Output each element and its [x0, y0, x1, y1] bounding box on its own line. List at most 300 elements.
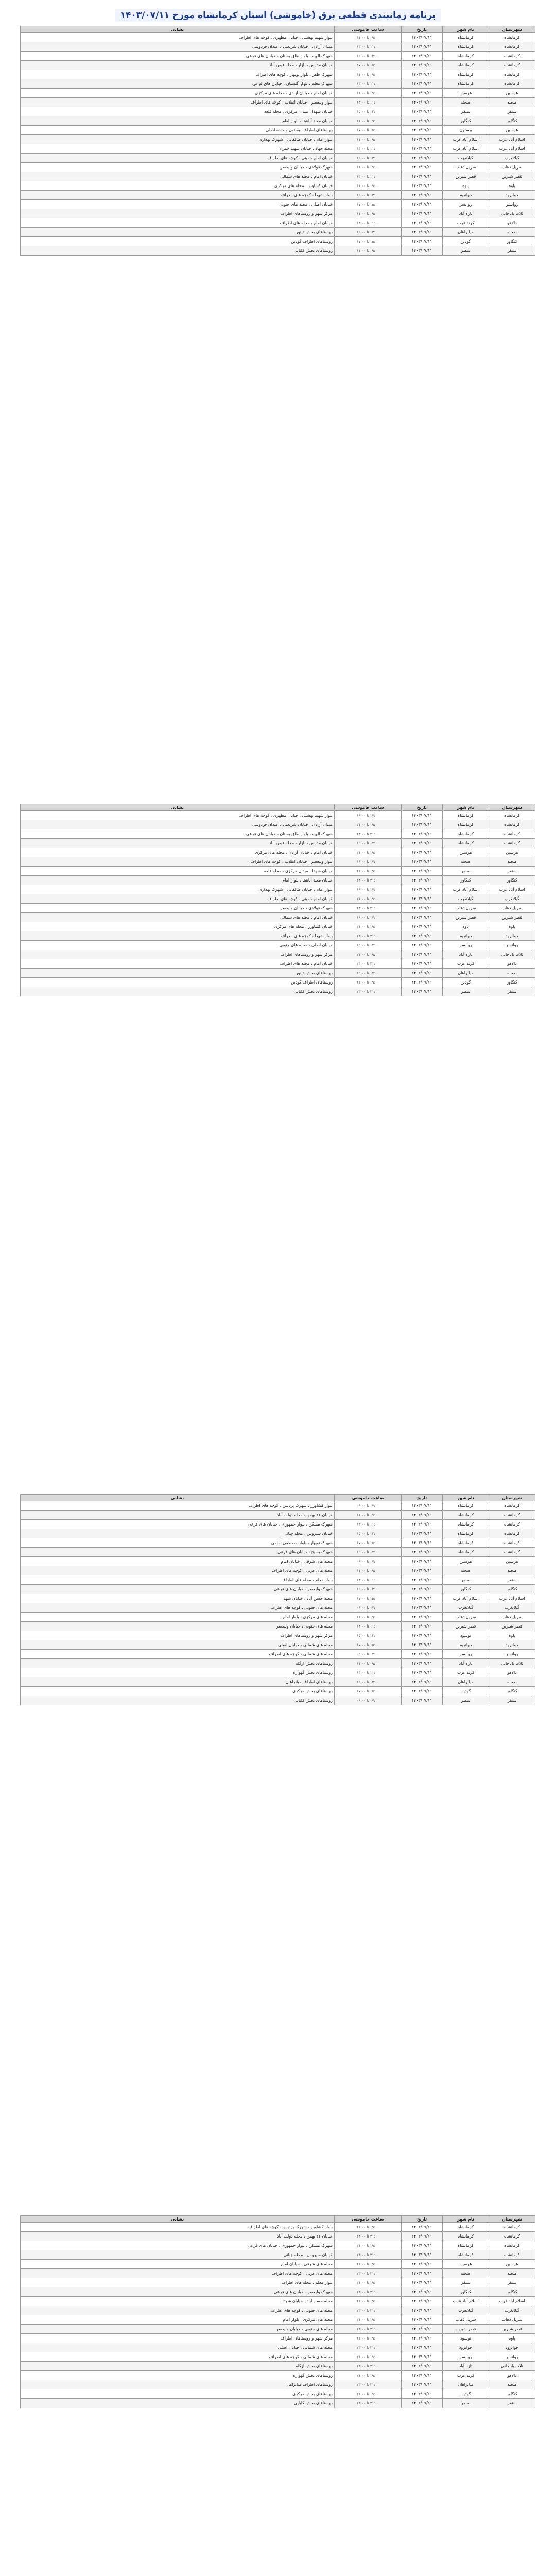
- cell-city: روانسر: [443, 941, 489, 950]
- table-header-row: [21, 1495, 535, 1501]
- cell-address: خیابان معبد آناهیتا ، بلوار امام: [21, 116, 335, 126]
- cell-city: کرمانشاه: [443, 1511, 489, 1520]
- cell-time: ۰۹:۰۰ تا ۱۱:۰۰: [335, 33, 402, 42]
- cell-county: کرمانشاه: [489, 811, 535, 820]
- table-row: [21, 1585, 535, 1594]
- table-row: [21, 1613, 535, 1622]
- table-row: [21, 33, 535, 42]
- cell-address: محله های شمالی ، خیابان اصلی: [21, 2343, 335, 2352]
- table-row: [21, 2241, 535, 2250]
- table-row: [21, 126, 535, 135]
- cell-county: ثلاث باباجانی: [489, 2362, 535, 2371]
- cell-county: کرمانشاه: [489, 2232, 535, 2241]
- cell-city: پاوه: [443, 181, 489, 191]
- table-row: [21, 1538, 535, 1548]
- table-row: [21, 941, 535, 950]
- table-row: [21, 2343, 535, 2352]
- table-row: [21, 61, 535, 70]
- column-header-date: تاریخ: [402, 804, 443, 811]
- cell-time: ۲۱:۰۰ تا ۲۳:۰۰: [335, 2380, 402, 2389]
- cell-time: ۰۹:۰۰ تا ۱۱:۰۰: [335, 89, 402, 98]
- cell-city: سنقر: [443, 107, 489, 116]
- cell-date: ۱۴۰۳/۰۷/۱۱: [402, 922, 443, 931]
- cell-date: ۱۴۰۳/۰۷/۱۱: [402, 191, 443, 200]
- cell-date: ۱۴۰۳/۰۷/۱۱: [402, 950, 443, 959]
- cell-address: محله های جنوبی ، کوچه های اطراف: [21, 1603, 335, 1613]
- cell-time: ۰۷:۰۰ تا ۰۹:۰۰: [335, 1650, 402, 1659]
- cell-time: ۰۷:۰۰ تا ۰۹:۰۰: [335, 1501, 402, 1511]
- cell-date: ۱۴۰۳/۰۷/۱۱: [402, 1613, 443, 1622]
- cell-date: ۱۴۰۳/۰۷/۱۱: [402, 969, 443, 978]
- table-row: [21, 116, 535, 126]
- table-row: [21, 200, 535, 209]
- cell-date: ۱۴۰۳/۰۷/۱۱: [402, 829, 443, 839]
- cell-time: ۱۱:۰۰ تا ۱۳:۰۰: [335, 1668, 402, 1677]
- cell-time: ۱۷:۰۰ تا ۱۹:۰۰: [335, 885, 402, 894]
- cell-time: ۱۱:۰۰ تا ۱۳:۰۰: [335, 144, 402, 154]
- cell-date: ۱۴۰۳/۰۷/۱۱: [402, 1594, 443, 1603]
- cell-county: دالاهو: [489, 218, 535, 228]
- table-row: [21, 1566, 535, 1575]
- table-row: [21, 839, 535, 848]
- cell-address: محله های مرکزی ، بلوار امام: [21, 2315, 335, 2325]
- cell-address: خیابان امام ، محله های اطراف: [21, 959, 335, 969]
- schedule-sheet-1: [21, 26, 535, 256]
- cell-address: شهرک ظفر ، بلوار نوبهار ، کوچه های اطراف: [21, 70, 335, 79]
- table-row: [21, 1594, 535, 1603]
- cell-county: سرپل ذهاب: [489, 904, 535, 913]
- cell-county: دالاهو: [489, 959, 535, 969]
- cell-date: ۱۴۰۳/۰۷/۱۱: [402, 70, 443, 79]
- cell-time: ۰۹:۰۰ تا ۱۱:۰۰: [335, 1613, 402, 1622]
- cell-city: جوانرود: [443, 1640, 489, 1650]
- column-header-address: نشانی: [21, 26, 335, 33]
- cell-time: ۱۳:۰۰ تا ۱۵:۰۰: [335, 154, 402, 163]
- cell-address: خیابان امام ، محله های شمالی: [21, 172, 335, 181]
- cell-time: ۱۹:۰۰ تا ۲۱:۰۰: [335, 2334, 402, 2343]
- cell-time: ۱۷:۰۰ تا ۱۹:۰۰: [335, 941, 402, 950]
- cell-address: محله های جنوبی ، خیابان ولیعصر: [21, 2325, 335, 2334]
- cell-address: بلوار معلم ، محله های اطراف: [21, 2278, 335, 2287]
- cell-city: سنقر: [443, 2278, 489, 2287]
- table-row: [21, 2278, 535, 2287]
- cell-date: ۱۴۰۳/۰۷/۱۱: [402, 228, 443, 237]
- cell-county: سنقر: [489, 1696, 535, 1705]
- cell-city: قصر شیرین: [443, 172, 489, 181]
- column-header-time: ساعت خاموشی: [335, 1495, 402, 1501]
- cell-city: کنگاور: [443, 2287, 489, 2297]
- cell-county: گیلانغرب: [489, 2306, 535, 2315]
- cell-date: ۱۴۰۳/۰۷/۱۱: [402, 1631, 443, 1640]
- cell-county: قصر شیرین: [489, 913, 535, 922]
- table-row: [21, 2232, 535, 2241]
- table-row: [21, 246, 535, 256]
- cell-address: بلوار امام ، خیابان طالقانی ، شهرک بهداری: [21, 135, 335, 144]
- cell-city: نوسود: [443, 2334, 489, 2343]
- table-row: [21, 218, 535, 228]
- table-row: [21, 2223, 535, 2232]
- cell-county: کنگاور: [489, 1585, 535, 1594]
- cell-time: ۰۹:۰۰ تا ۱۱:۰۰: [335, 209, 402, 218]
- table-row: [21, 1520, 535, 1529]
- cell-county: ثلاث باباجانی: [489, 950, 535, 959]
- cell-time: ۱۹:۰۰ تا ۲۱:۰۰: [335, 2389, 402, 2399]
- cell-time: ۲۱:۰۰ تا ۲۳:۰۰: [335, 987, 402, 996]
- cell-address: روستاهای بخش کلیایی: [21, 2399, 335, 2408]
- cell-date: ۱۴۰۳/۰۷/۱۱: [402, 2371, 443, 2380]
- cell-county: صحنه: [489, 1566, 535, 1575]
- table-row: [21, 1687, 535, 1696]
- cell-city: هرسین: [443, 89, 489, 98]
- table-row: [21, 89, 535, 98]
- table-row: [21, 181, 535, 191]
- cell-city: کرند غرب: [443, 2371, 489, 2380]
- cell-address: شهرک الهیه ، بلوار طاق بستان ، خیابان های فرعی: [21, 829, 335, 839]
- cell-county: صحنه: [489, 2269, 535, 2278]
- cell-address: روستاهای بخش دینور: [21, 228, 335, 237]
- cell-county: سرپل ذهاب: [489, 2315, 535, 2325]
- cell-time: ۱۵:۰۰ تا ۱۷:۰۰: [335, 200, 402, 209]
- cell-date: ۱۴۰۳/۰۷/۱۱: [402, 61, 443, 70]
- cell-city: گیلانغرب: [443, 154, 489, 163]
- table-row: [21, 172, 535, 181]
- cell-time: ۱۳:۰۰ تا ۱۵:۰۰: [335, 107, 402, 116]
- cell-address: خیابان سیروس ، محله چنانی: [21, 1529, 335, 1538]
- column-header-county: شهرستان: [489, 1495, 535, 1501]
- cell-county: اسلام آباد غرب: [489, 144, 535, 154]
- cell-city: سرپل ذهاب: [443, 2315, 489, 2325]
- cell-time: ۱۹:۰۰ تا ۲۱:۰۰: [335, 2223, 402, 2232]
- table-row: [21, 885, 535, 894]
- schedule-table: [20, 2215, 535, 2408]
- cell-city: گیلانغرب: [443, 2306, 489, 2315]
- cell-time: ۱۱:۰۰ تا ۱۳:۰۰: [335, 1520, 402, 1529]
- cell-date: ۱۴۰۳/۰۷/۱۱: [402, 42, 443, 52]
- cell-time: ۲۱:۰۰ تا ۲۳:۰۰: [335, 876, 402, 885]
- cell-date: ۱۴۰۳/۰۷/۱۱: [402, 209, 443, 218]
- table-row: [21, 931, 535, 941]
- cell-address: خیابان معبد آناهیتا ، بلوار امام: [21, 876, 335, 885]
- cell-time: ۰۷:۰۰ تا ۰۹:۰۰: [335, 1603, 402, 1613]
- table-row: [21, 867, 535, 876]
- cell-county: صحنه: [489, 2380, 535, 2389]
- schedule-sheet-4: [21, 2215, 535, 2408]
- cell-time: ۰۹:۰۰ تا ۱۱:۰۰: [335, 246, 402, 256]
- cell-address: خیابان امام ، محله های شمالی: [21, 913, 335, 922]
- table-header-row: [21, 804, 535, 811]
- column-header-address: نشانی: [21, 1495, 335, 1501]
- cell-city: کرمانشاه: [443, 2250, 489, 2260]
- table-row: [21, 70, 535, 79]
- cell-date: ۱۴۰۳/۰۷/۱۱: [402, 1575, 443, 1585]
- cell-date: ۱۴۰۳/۰۷/۱۱: [402, 237, 443, 246]
- table-row: [21, 2297, 535, 2306]
- cell-time: ۱۵:۰۰ تا ۱۷:۰۰: [335, 1594, 402, 1603]
- cell-county: کنگاور: [489, 2287, 535, 2297]
- cell-date: ۱۴۰۳/۰۷/۱۱: [402, 2380, 443, 2389]
- cell-time: ۱۳:۰۰ تا ۱۵:۰۰: [335, 228, 402, 237]
- cell-time: ۱۹:۰۰ تا ۲۱:۰۰: [335, 2278, 402, 2287]
- cell-address: خیابان امام ، خیابان آزادی ، محله های مرکزی: [21, 89, 335, 98]
- cell-address: خیابان امام خمینی ، کوچه های اطراف: [21, 154, 335, 163]
- cell-county: جوانرود: [489, 191, 535, 200]
- cell-date: ۱۴۰۳/۰۷/۱۱: [402, 2223, 443, 2232]
- cell-date: ۱۴۰۳/۰۷/۱۱: [402, 1696, 443, 1705]
- cell-date: ۱۴۰۳/۰۷/۱۱: [402, 2352, 443, 2362]
- cell-time: ۲۱:۰۰ تا ۲۳:۰۰: [335, 2343, 402, 2352]
- table-row: [21, 2325, 535, 2334]
- cell-address: شهرک نوبهار ، بلوار مصطفی امامی: [21, 1538, 335, 1548]
- cell-address: روستاهای اطراف گودین: [21, 237, 335, 246]
- cell-county: هرسین: [489, 126, 535, 135]
- cell-county: صحنه: [489, 228, 535, 237]
- cell-date: ۱۴۰۳/۰۷/۱۱: [402, 876, 443, 885]
- cell-city: کنگاور: [443, 876, 489, 885]
- cell-time: ۱۹:۰۰ تا ۲۱:۰۰: [335, 894, 402, 904]
- column-header-county: شهرستان: [489, 804, 535, 811]
- cell-city: گودین: [443, 2389, 489, 2399]
- cell-address: روستاهای بخش ازگله: [21, 1659, 335, 1668]
- cell-address: شهرک فولادی ، خیابان ولیعصر: [21, 163, 335, 172]
- column-header-county: شهرستان: [489, 26, 535, 33]
- cell-city: سطر: [443, 246, 489, 256]
- cell-time: ۰۹:۰۰ تا ۱۱:۰۰: [335, 135, 402, 144]
- cell-city: کرمانشاه: [443, 33, 489, 42]
- cell-county: سرپل ذهاب: [489, 163, 535, 172]
- table-row: [21, 2389, 535, 2399]
- cell-address: محله های غربی ، کوچه های اطراف: [21, 2269, 335, 2278]
- cell-time: ۲۱:۰۰ تا ۲۳:۰۰: [335, 2269, 402, 2278]
- cell-city: صحنه: [443, 1566, 489, 1575]
- cell-city: صحنه: [443, 857, 489, 867]
- cell-address: میدان آزادی ، خیابان شریعتی تا میدان فردوسی: [21, 42, 335, 52]
- cell-date: ۱۴۰۳/۰۷/۱۱: [402, 154, 443, 163]
- cell-time: ۱۵:۰۰ تا ۱۷:۰۰: [335, 1687, 402, 1696]
- cell-address: شهرک بسیج ، خیابان های فرعی: [21, 1548, 335, 1557]
- cell-date: ۱۴۰۳/۰۷/۱۱: [402, 2315, 443, 2325]
- schedule-sheet-2: [21, 804, 535, 996]
- cell-county: گیلانغرب: [489, 894, 535, 904]
- cell-time: ۱۳:۰۰ تا ۱۵:۰۰: [335, 52, 402, 61]
- cell-county: کنگاور: [489, 2389, 535, 2399]
- cell-date: ۱۴۰۳/۰۷/۱۱: [402, 1557, 443, 1566]
- cell-date: ۱۴۰۳/۰۷/۱۱: [402, 2241, 443, 2250]
- cell-time: ۱۱:۰۰ تا ۱۳:۰۰: [335, 79, 402, 89]
- cell-date: ۱۴۰۳/۰۷/۱۱: [402, 857, 443, 867]
- cell-county: گیلانغرب: [489, 1603, 535, 1613]
- column-header-time: ساعت خاموشی: [335, 2216, 402, 2223]
- cell-time: ۱۱:۰۰ تا ۱۳:۰۰: [335, 218, 402, 228]
- cell-address: محله های جنوبی ، کوچه های اطراف: [21, 2306, 335, 2315]
- cell-date: ۱۴۰۳/۰۷/۱۱: [402, 848, 443, 857]
- cell-county: صحنه: [489, 98, 535, 107]
- table-row: [21, 191, 535, 200]
- cell-city: اسلام آباد غرب: [443, 135, 489, 144]
- cell-time: ۰۹:۰۰ تا ۱۱:۰۰: [335, 1511, 402, 1520]
- cell-county: پاوه: [489, 922, 535, 931]
- table-row: [21, 829, 535, 839]
- cell-address: خیابان اصلی ، محله های جنوبی: [21, 941, 335, 950]
- cell-address: خیابان ۲۲ بهمن ، محله دولت آباد: [21, 2232, 335, 2241]
- cell-county: کرمانشاه: [489, 839, 535, 848]
- cell-county: کرمانشاه: [489, 61, 535, 70]
- cell-address: محله حسن آباد ، خیابان شهدا: [21, 1594, 335, 1603]
- cell-time: ۱۹:۰۰ تا ۲۱:۰۰: [335, 2315, 402, 2325]
- column-header-address: نشانی: [21, 804, 335, 811]
- cell-address: مرکز شهر و روستاهای اطراف: [21, 209, 335, 218]
- table-row: [21, 1557, 535, 1566]
- cell-date: ۱۴۰۳/۰۷/۱۱: [402, 941, 443, 950]
- cell-city: کرند غرب: [443, 959, 489, 969]
- cell-county: سنقر: [489, 2278, 535, 2287]
- cell-county: کرمانشاه: [489, 33, 535, 42]
- cell-time: ۲۱:۰۰ تا ۲۳:۰۰: [335, 2306, 402, 2315]
- cell-county: هرسین: [489, 1557, 535, 1566]
- cell-city: گودین: [443, 978, 489, 987]
- cell-county: سنقر: [489, 107, 535, 116]
- cell-county: کنگاور: [489, 1687, 535, 1696]
- cell-time: ۰۹:۰۰ تا ۱۱:۰۰: [335, 116, 402, 126]
- cell-address: روستاهای بخش مرکزی: [21, 2389, 335, 2399]
- table-row: [21, 42, 535, 52]
- cell-address: روستاهای اطراف میانراهان: [21, 1677, 335, 1687]
- table-row: [21, 876, 535, 885]
- cell-address: محله حسن آباد ، خیابان شهدا: [21, 2297, 335, 2306]
- cell-county: جوانرود: [489, 2343, 535, 2352]
- schedule-sheet-3: [21, 1494, 535, 1705]
- cell-county: صحنه: [489, 969, 535, 978]
- cell-address: روستاهای اطراف بیستون و جاده اصلی: [21, 126, 335, 135]
- cell-city: کرمانشاه: [443, 79, 489, 89]
- cell-date: ۱۴۰۳/۰۷/۱۱: [402, 52, 443, 61]
- cell-address: محله های غربی ، کوچه های اطراف: [21, 1566, 335, 1575]
- cell-address: محله های مرکزی ، بلوار امام: [21, 1613, 335, 1622]
- cell-date: ۱۴۰۳/۰۷/۱۱: [402, 2334, 443, 2343]
- cell-time: ۰۹:۰۰ تا ۱۱:۰۰: [335, 70, 402, 79]
- cell-date: ۱۴۰۳/۰۷/۱۱: [402, 2232, 443, 2241]
- cell-date: ۱۴۰۳/۰۷/۱۱: [402, 1622, 443, 1631]
- column-header-date: تاریخ: [402, 26, 443, 33]
- cell-time: ۱۳:۰۰ تا ۱۵:۰۰: [335, 1529, 402, 1538]
- cell-time: ۱۹:۰۰ تا ۲۱:۰۰: [335, 922, 402, 931]
- cell-time: ۱۹:۰۰ تا ۲۱:۰۰: [335, 2371, 402, 2380]
- cell-city: کرمانشاه: [443, 1520, 489, 1529]
- cell-time: ۰۹:۰۰ تا ۱۱:۰۰: [335, 1566, 402, 1575]
- cell-time: ۰۷:۰۰ تا ۰۹:۰۰: [335, 1696, 402, 1705]
- cell-address: خیابان شهدا ، میدان مرکزی ، محله قلعه: [21, 867, 335, 876]
- cell-time: ۱۱:۰۰ تا ۱۳:۰۰: [335, 42, 402, 52]
- cell-city: سنقر: [443, 1575, 489, 1585]
- cell-address: مرکز شهر و روستاهای اطراف: [21, 2334, 335, 2343]
- cell-county: گیلانغرب: [489, 154, 535, 163]
- table-row: [21, 1511, 535, 1520]
- cell-time: ۲۱:۰۰ تا ۲۳:۰۰: [335, 2287, 402, 2297]
- cell-address: خیابان مدرس ، بازار ، محله فیض آباد: [21, 839, 335, 848]
- cell-county: اسلام آباد غرب: [489, 885, 535, 894]
- cell-time: ۱۱:۰۰ تا ۱۳:۰۰: [335, 98, 402, 107]
- cell-city: سرپل ذهاب: [443, 904, 489, 913]
- cell-time: ۱۵:۰۰ تا ۱۷:۰۰: [335, 1640, 402, 1650]
- cell-time: ۱۹:۰۰ تا ۲۱:۰۰: [335, 820, 402, 829]
- cell-city: کنگاور: [443, 1585, 489, 1594]
- cell-address: خیابان شهدا ، میدان مرکزی ، محله قلعه: [21, 107, 335, 116]
- cell-city: کنگاور: [443, 116, 489, 126]
- table-row: [21, 2315, 535, 2325]
- cell-city: گودین: [443, 1687, 489, 1696]
- cell-date: ۱۴۰۳/۰۷/۱۱: [402, 181, 443, 191]
- cell-city: هرسین: [443, 2260, 489, 2269]
- cell-address: خیابان سیروس ، محله چنانی: [21, 2250, 335, 2260]
- cell-date: ۱۴۰۳/۰۷/۱۱: [402, 885, 443, 894]
- cell-county: دالاهو: [489, 1668, 535, 1677]
- cell-date: ۱۴۰۳/۰۷/۱۱: [402, 2278, 443, 2287]
- cell-address: بلوار ولیعصر ، خیابان انقلاب ، کوچه های اطراف: [21, 98, 335, 107]
- column-header-city: نام شهر: [443, 804, 489, 811]
- cell-date: ۱۴۰۳/۰۷/۱۱: [402, 839, 443, 848]
- cell-time: ۱۱:۰۰ تا ۱۳:۰۰: [335, 1622, 402, 1631]
- cell-county: کنگاور: [489, 237, 535, 246]
- cell-address: بلوار کشاورز ، شهرک پردیس ، کوچه های اطراف: [21, 1501, 335, 1511]
- cell-date: ۱۴۰۳/۰۷/۱۱: [402, 1538, 443, 1548]
- table-row: [21, 228, 535, 237]
- cell-address: خیابان ۲۲ بهمن ، محله دولت آباد: [21, 1511, 335, 1520]
- cell-city: کرمانشاه: [443, 1529, 489, 1538]
- cell-county: قصر شیرین: [489, 172, 535, 181]
- cell-address: محله های شرقی ، خیابان امام: [21, 1557, 335, 1566]
- cell-address: شهرک فولادی ، خیابان ولیعصر: [21, 904, 335, 913]
- table-row: [21, 144, 535, 154]
- table-row: [21, 2250, 535, 2260]
- cell-city: سطر: [443, 1696, 489, 1705]
- cell-county: کرمانشاه: [489, 2250, 535, 2260]
- cell-time: ۱۵:۰۰ تا ۱۷:۰۰: [335, 126, 402, 135]
- cell-city: هرسین: [443, 848, 489, 857]
- cell-city: گودین: [443, 237, 489, 246]
- cell-address: بلوار شهید بهشتی ، خیابان مطهری ، کوچه های اطراف: [21, 811, 335, 820]
- cell-city: کرمانشاه: [443, 2241, 489, 2250]
- table-row: [21, 2334, 535, 2343]
- cell-city: قصر شیرین: [443, 913, 489, 922]
- cell-city: اسلام آباد غرب: [443, 2297, 489, 2306]
- page-title: [0, 10, 556, 21]
- cell-date: ۱۴۰۳/۰۷/۱۱: [402, 2306, 443, 2315]
- cell-date: ۱۴۰۳/۰۷/۱۱: [402, 98, 443, 107]
- cell-address: روستاهای اطراف گودین: [21, 978, 335, 987]
- cell-time: ۱۹:۰۰ تا ۲۱:۰۰: [335, 848, 402, 857]
- cell-date: ۱۴۰۳/۰۷/۱۱: [402, 987, 443, 996]
- column-header-time: ساعت خاموشی: [335, 26, 402, 33]
- cell-date: ۱۴۰۳/۰۷/۱۱: [402, 931, 443, 941]
- cell-address: روستاهای بخش کلیایی: [21, 246, 335, 256]
- cell-city: کرمانشاه: [443, 829, 489, 839]
- cell-county: سرپل ذهاب: [489, 1613, 535, 1622]
- cell-time: ۱۹:۰۰ تا ۲۱:۰۰: [335, 950, 402, 959]
- cell-city: کرند غرب: [443, 218, 489, 228]
- table-header-row: [21, 26, 535, 33]
- cell-address: شهرک مسکن ، بلوار جمهوری ، خیابان های فرعی: [21, 2241, 335, 2250]
- table-row: [21, 2399, 535, 2408]
- cell-county: کرمانشاه: [489, 79, 535, 89]
- cell-county: کرمانشاه: [489, 1538, 535, 1548]
- table-row: [21, 978, 535, 987]
- cell-time: ۱۳:۰۰ تا ۱۵:۰۰: [335, 1585, 402, 1594]
- cell-date: ۱۴۰۳/۰۷/۱۱: [402, 1566, 443, 1575]
- cell-date: ۱۴۰۳/۰۷/۱۱: [402, 144, 443, 154]
- cell-address: روستاهای بخش مرکزی: [21, 1687, 335, 1696]
- cell-date: ۱۴۰۳/۰۷/۱۱: [402, 2287, 443, 2297]
- cell-city: سطر: [443, 2399, 489, 2408]
- cell-time: ۱۷:۰۰ تا ۱۹:۰۰: [335, 913, 402, 922]
